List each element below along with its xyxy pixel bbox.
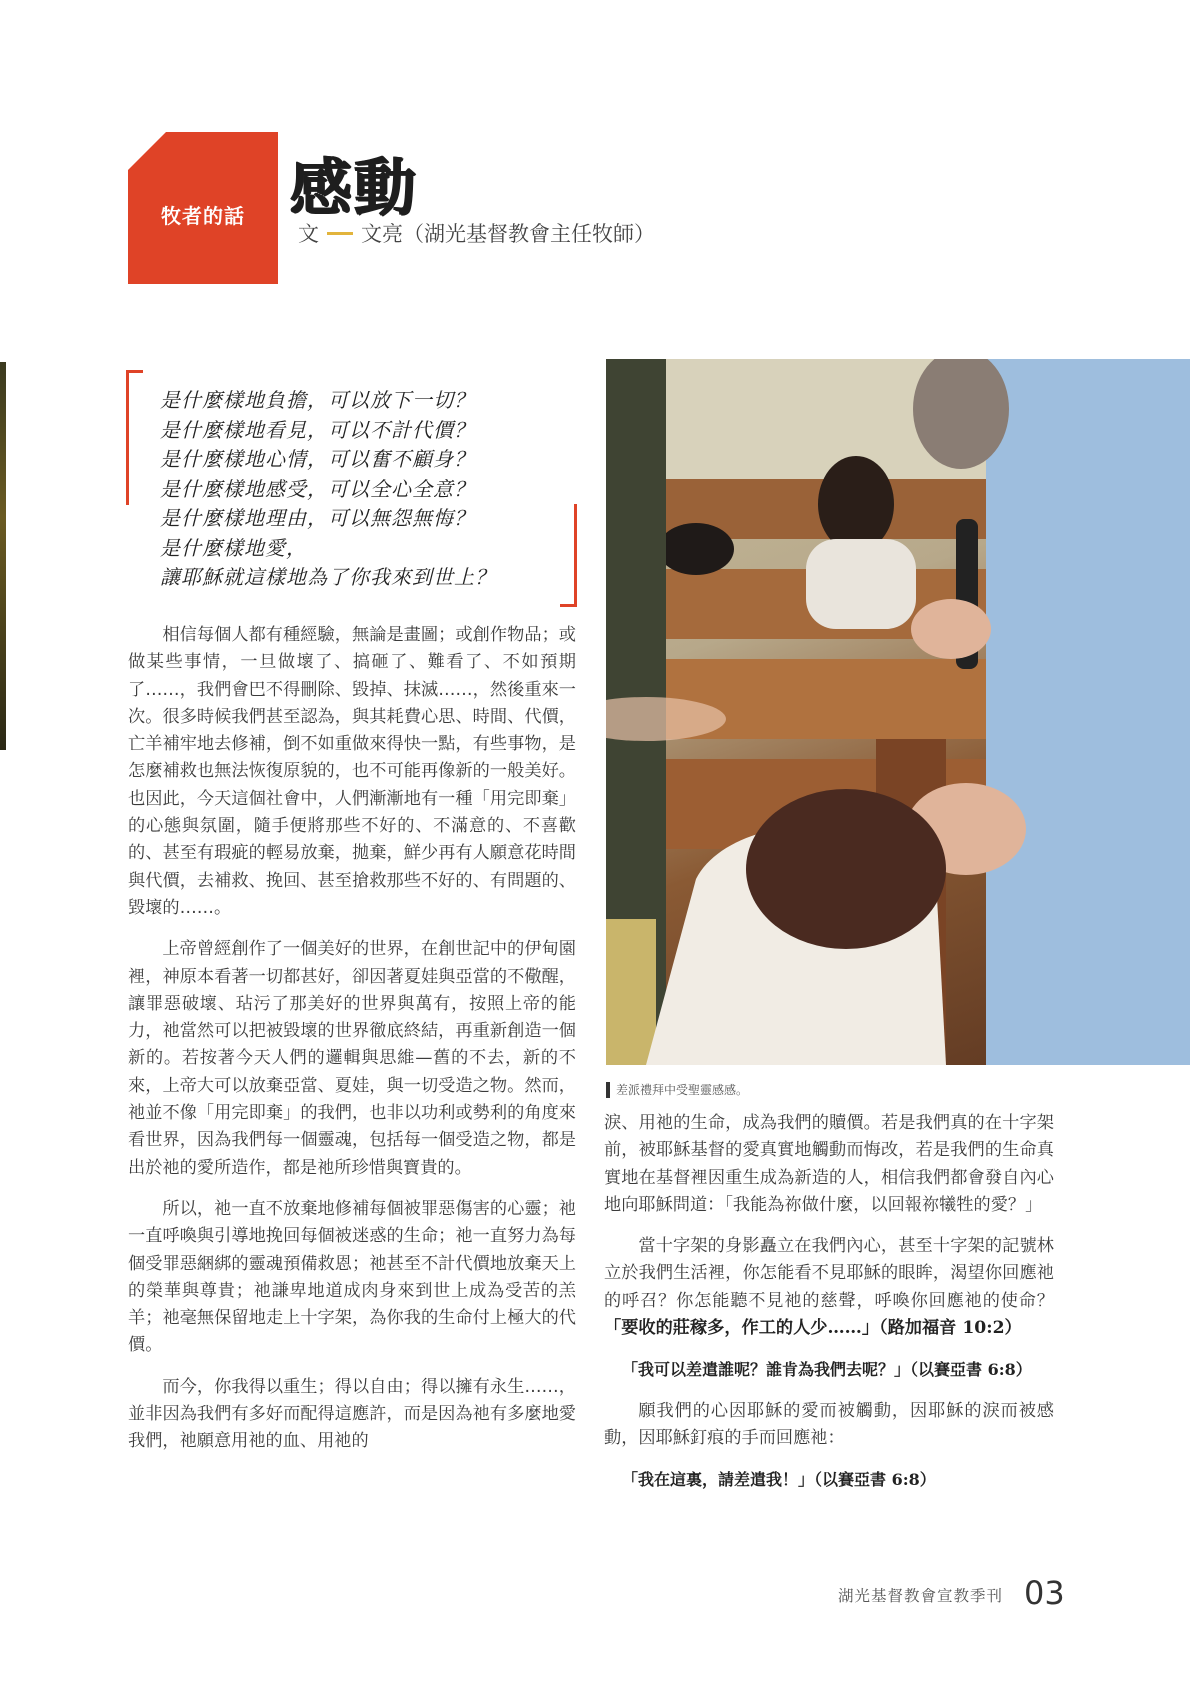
section-tag-label: 牧者的話	[161, 204, 245, 228]
article-title: 感動	[290, 151, 419, 224]
quote-bracket-right	[560, 504, 577, 607]
photo-illustration	[606, 359, 1190, 1065]
byline-author: 文亮（湖光基督教會主任牧師）	[361, 222, 655, 246]
quote-line: 是什麼樣地愛，	[160, 535, 307, 560]
scripture-quote: 「要收的莊稼多，作工的人少……」	[604, 1318, 880, 1339]
pull-quote	[160, 386, 560, 593]
magazine-name: 湖光基督教會宣教季刊	[838, 1587, 1004, 1605]
body-paragraph: 淚、用祂的生命，成為我們的贖價。若是我們真的在十字架前，被耶穌基督的愛真實地觸動而悔改，若是我們的生命真實地在基督裡因重生成為新造的人，相信我們都會發自內心地向耶穌問道：「我能為祢做什麼，以回報祢犧牲的愛？」	[604, 1113, 1054, 1215]
paragraph-text: 當十字架的身影矗立在我們內心，甚至十字架的記號林立於我們生活裡，你怎能看不見耶穌的眼眸，渴望你回應祂的呼召？你怎能聽不見祂的慈聲，呼喚你回應祂的使命？	[604, 1236, 1054, 1311]
quote-line: 是什麼樣地感受，可以全心全意？	[160, 476, 475, 501]
worship-photo	[606, 359, 1190, 1065]
scripture-verse: 「我可以差遣誰呢？誰肯為我們去呢？」（以賽亞書 6:8）	[622, 1360, 1032, 1380]
tag-corner-fold	[128, 132, 166, 170]
quote-line: 是什麼樣地負擔，可以放下一切？	[160, 388, 475, 412]
byline	[298, 218, 655, 248]
byline-prefix: 文	[298, 222, 319, 246]
quote-line: 是什麼樣地看見，可以不計代價？	[160, 417, 475, 442]
quote-line: 是什麼樣地理由，可以無怨無悔？	[160, 506, 475, 530]
byline-dash	[327, 232, 353, 235]
body-column-right	[604, 1110, 1054, 1508]
photo-caption	[606, 1081, 748, 1098]
quote-line: 是什麼樣地心情，可以奮不顧身？	[160, 447, 475, 471]
scripture-reference: （路加福音 10:2）	[879, 1318, 1022, 1339]
body-paragraph: 上帝曾經創作了一個美好的世界，在創世記中的伊甸園裡，神原本看著一切都甚好，卻因著夏娃與亞當的不儆醒，讓罪惡破壞、玷污了那美好的世界與萬有，按照上帝的能力，祂當然可以把被毀壞的世界徹底終結，再重新創造一個新的。若按著今天人們的邏輯與思維—舊的不去，新的不來，上帝大可以放棄亞當、夏娃，與一切受造之物。然而，祂並不像「用完即棄」的我們，也非以功利或勢利的角度來看世界，因為我們每一個靈魂，包括每一個受造之物，都是出於祂的愛所造作，都是祂所珍惜與寶貴的。	[128, 939, 576, 1178]
caption-bar	[606, 1082, 610, 1098]
edge-photo-strip	[0, 362, 6, 750]
body-paragraph: 而今，你我得以重生；得以自由；得以擁有永生……，並非因為我們有多好而配得這應許，而是因為祂有多麼地愛我們，祂願意用祂的血、用祂的	[128, 1376, 576, 1452]
body-paragraph: 所以，祂一直不放棄地修補每個被罪惡傷害的心靈；祂一直呼喚與引導地挽回每個被迷惑的生命；祂一直努力為每個受罪惡綑綁的靈魂預備救恩；祂甚至不計代價地放棄天上的榮華與尊貴；祂謙卑地道成肉身來到世上成為受苦的羔羊；祂毫無保留地走上十字架，為你我的生命付上極大的代價。	[128, 1198, 576, 1356]
body-column-left	[128, 622, 576, 1470]
quote-bracket-left	[126, 370, 143, 505]
body-paragraph: 相信每個人都有種經驗，無論是畫圖；或創作物品；或做某些事情，一旦做壞了、搞砸了、難看了、不如預期了……，我們會巴不得刪除、毀掉、抹滅……，然後重來一次。很多時候我們甚至認為，與其耗費心思、時間、代價，亡羊補牢地去修補，倒不如重做來得快一點，有些事物，是怎麼補救也無法恢復原貌的，也不可能再像新的一般美好。也因此，今天這個社會中，人們漸漸地有一種「用完即棄」的心態與氛圍，隨手便將那些不好的、不滿意的、不喜歡的、甚至有瑕疵的輕易放棄，拋棄，鮮少再有人願意花時間與代價，去補救、挽回、甚至搶救那些不好的、有問題的、毀壞的……。	[128, 625, 576, 918]
caption-text: 差派禮拜中受聖靈感感。	[616, 1083, 749, 1097]
page-number: 03	[1024, 1574, 1065, 1612]
body-paragraph: 願我們的心因耶穌的愛而被觸動，因耶穌的淚而被感動，因耶穌釘痕的手而回應祂：	[604, 1400, 1054, 1448]
body-paragraph	[604, 1233, 1054, 1342]
scripture-verse: 「我在這裏，請差遣我！」（以賽亞書 6:8）	[622, 1470, 936, 1490]
quote-line: 讓耶穌就這樣地為了你我來到世上？	[160, 565, 496, 589]
